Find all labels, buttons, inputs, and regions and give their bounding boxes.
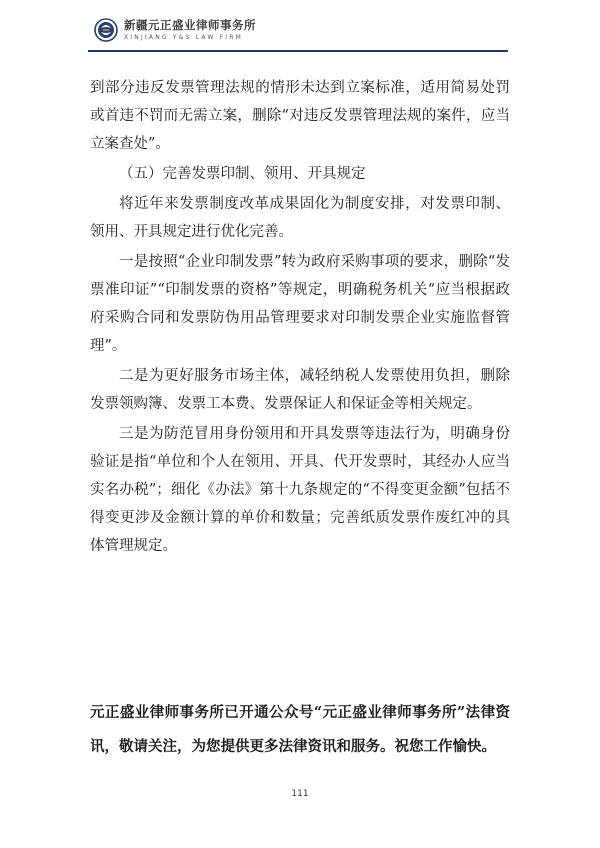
firm-logo-icon [94,18,118,42]
paragraph-continuation: 到部分违反发票管理法规的情形未达到立案标准，适用简易处罚或首违不罚而无需立案，删除“对违反发票管理法规的案件，应当立案查处”。 [90,80,510,152]
document-body [90,74,510,562]
firm-name-cn: 新疆元正盛业律师事务所 [124,17,256,32]
paragraph-intro: 将近年来发票制度改革成果固化为制度安排，对发票印制、领用、开具规定进行优化完善。 [90,196,510,240]
paragraph-point-2: 二是为更好服务市场主体，减轻纳税人发票使用负担，删除发票领购簿、发票工本费、发票保证人和保证金等相关规定。 [90,368,510,412]
header-divider [88,50,508,52]
section-heading: （五）完善发票印制、领用、开具规定 [119,166,366,182]
paragraph-point-3: 三是为防范冒用身份领用和开具发票等违法行为，明确身份验证是指“单位和个人在领用、开具、代开发票时，其经办人应当实名办税”；细化《办法》第十九条规定的“不得变更金额”包括不得变更涉及金额计算的单价和数量；完善纸质发票作废红冲的具体管理规定。 [90,426,510,554]
subscription-notice: 元正盛业律师事务所已开通公众号“元正盛业律师事务所”法律资讯，敬请关注，为您提供更多法律资讯和服务。祝您工作愉快。 [90,704,510,755]
paragraph-point-1: 一是按照“企业印制发票”转为政府采购事项的要求，删除“发票准印证”“印制发票的资格”等规定，明确税务机关“应当根据政府采购合同和发票防伪用品管理要求对印制发票企业实施监督管理”。 [90,254,510,354]
firm-name-en: XINJIANG Y&S LAW FIRM [124,33,243,41]
letterhead [94,18,256,42]
page-number: 111 [291,789,309,799]
